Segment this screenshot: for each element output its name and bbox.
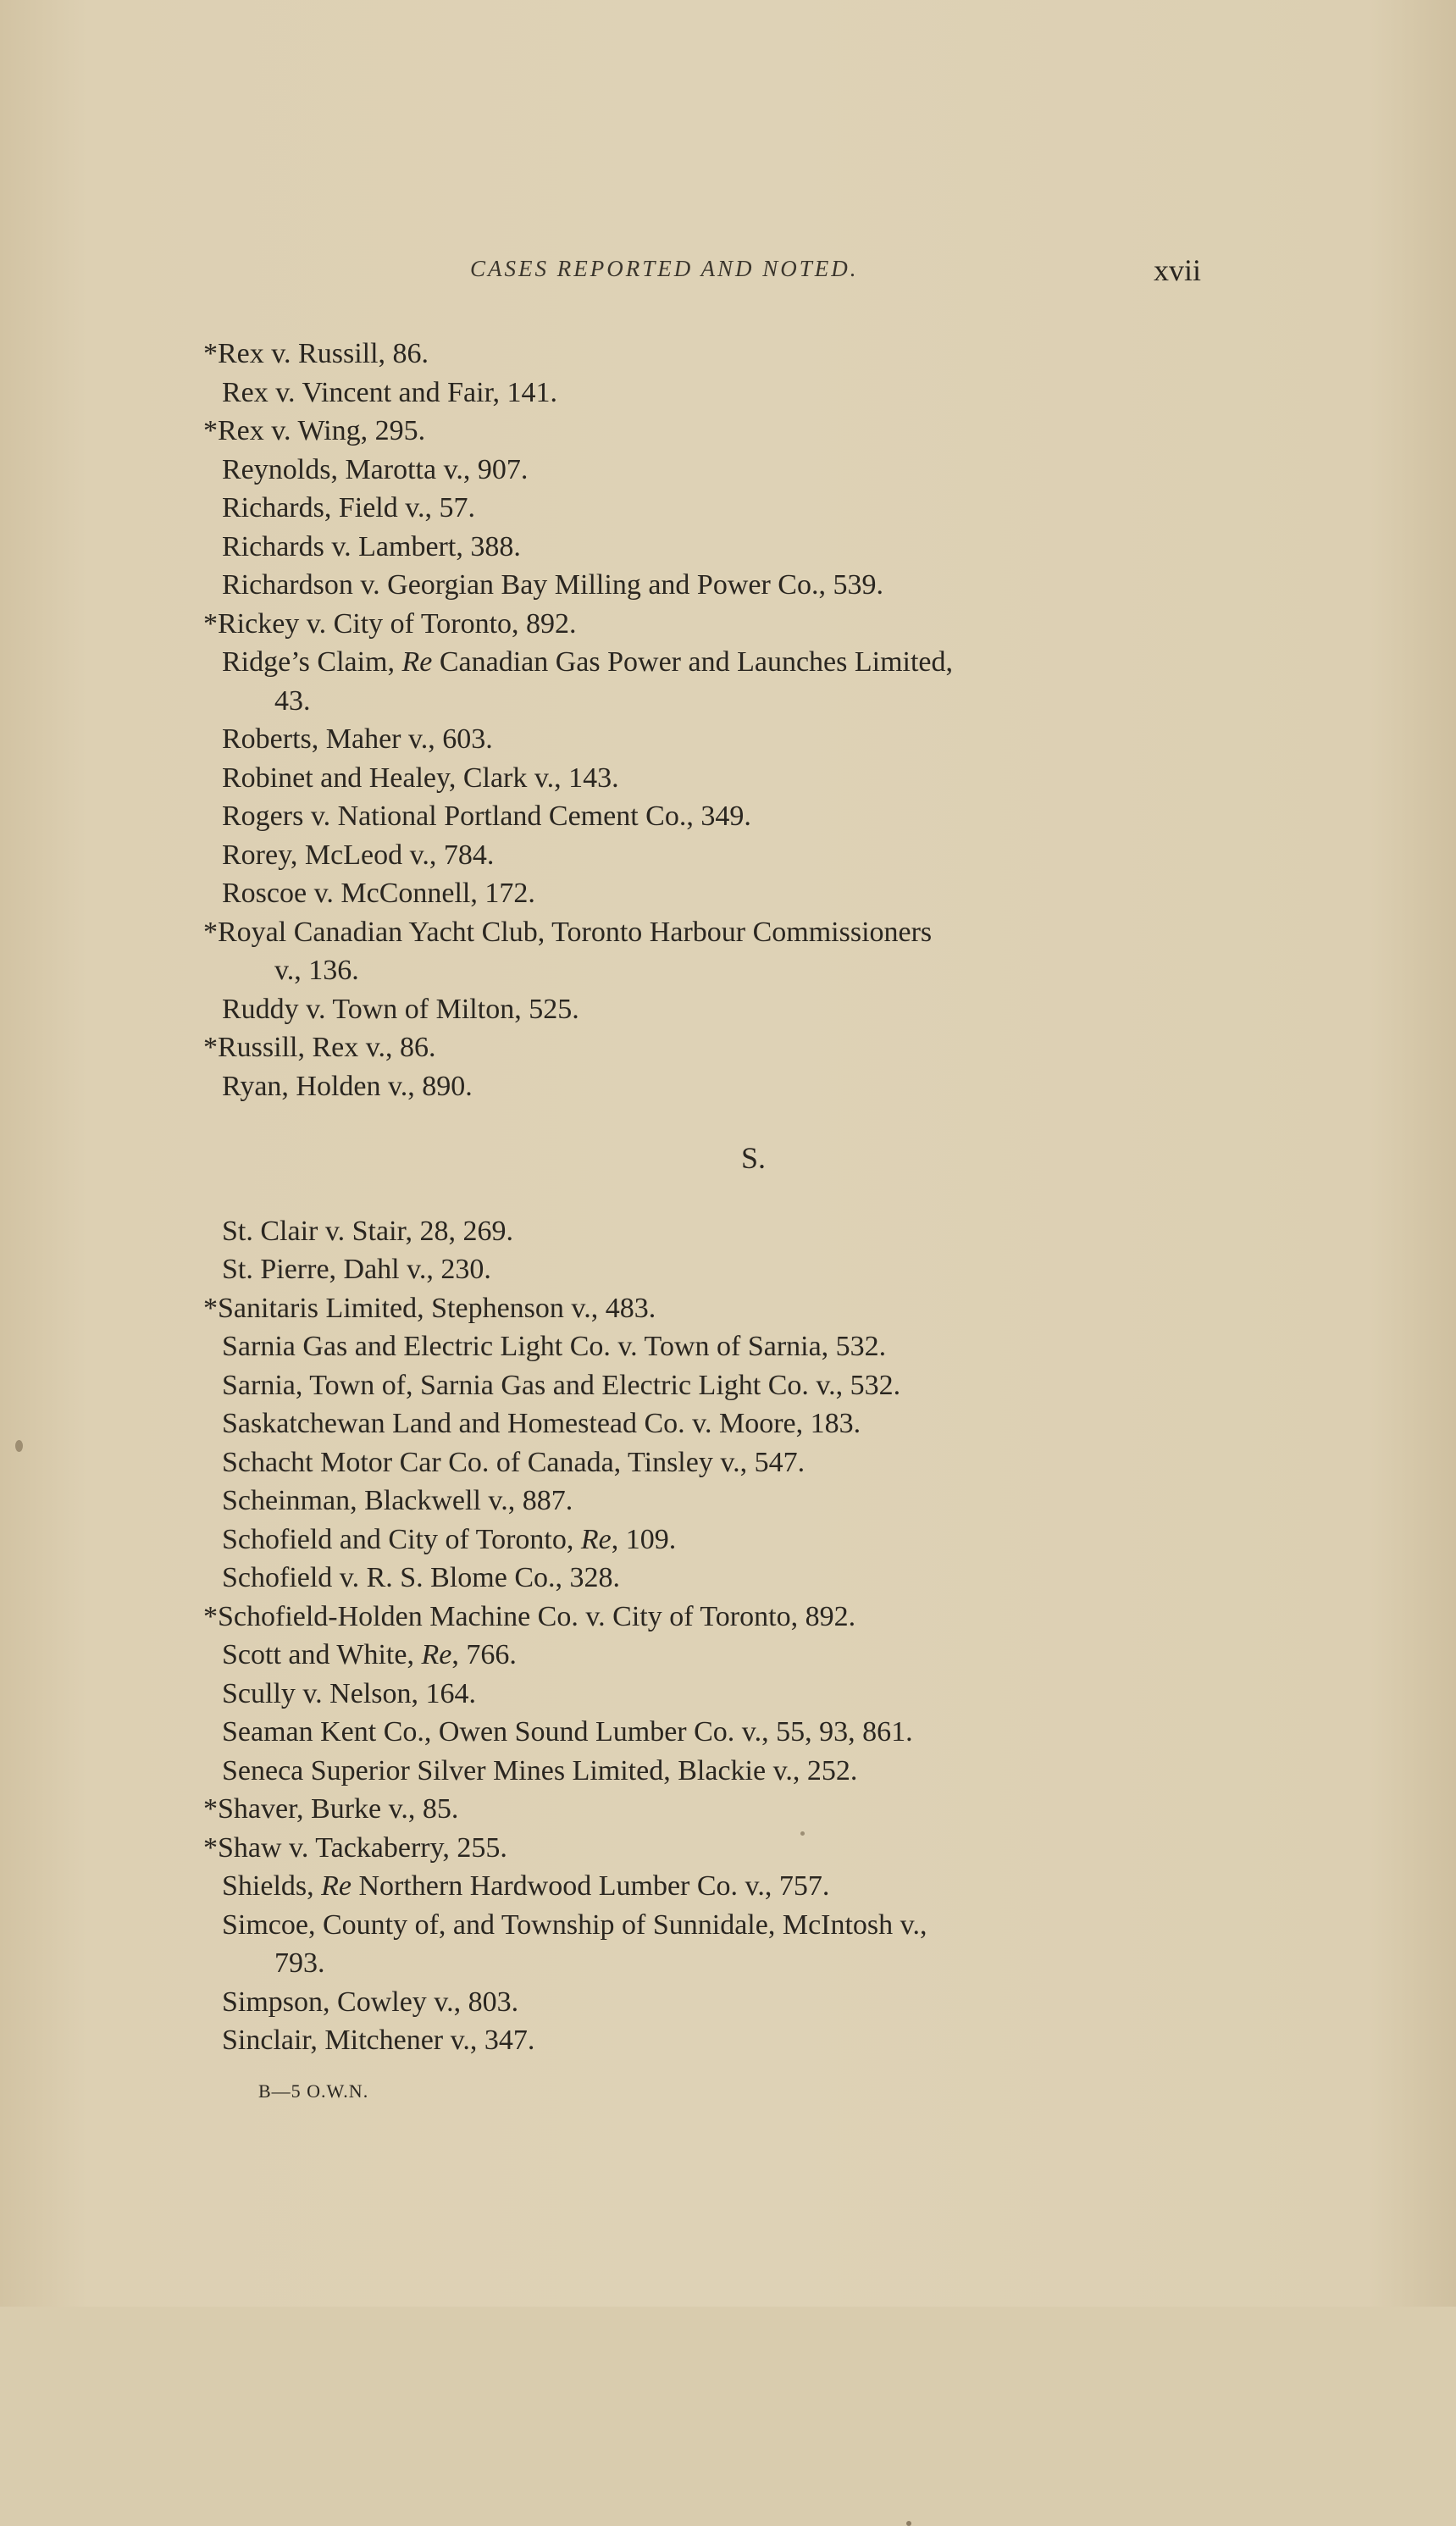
entry-text: Shields, Re Northern Hardwood Lumber Co. v., 757. [222, 1870, 830, 1902]
entry-text: Schofield and City of Toronto, Re, 109. [222, 1523, 677, 1555]
entry-text: Reynolds, Marotta v., 907. [222, 453, 529, 485]
index-entry [0, 1250, 1456, 1289]
index-entry [0, 1028, 1456, 1067]
entry-text: Roscoe v. McConnell, 172. [222, 878, 535, 909]
entry-continuation: 43. [274, 684, 311, 717]
asterisk-marker: * [203, 1793, 218, 1825]
section-r-list [0, 335, 1456, 1105]
entry-text: Rorey, McLeod v., 784. [222, 839, 495, 871]
entry-text: Schofield v. R. S. Blome Co., 328. [222, 1562, 621, 1593]
entry-text: Ridge’s Claim, Re Canadian Gas Power and Launches Limited, [222, 646, 954, 678]
entry-text: Rex v. Vincent and Fair, 141. [222, 376, 558, 408]
entry-text: Sarnia, Town of, Sarnia Gas and Electric Light Co. v., 532. [222, 1369, 901, 1401]
index-entry [0, 566, 1456, 605]
index-entry [0, 1067, 1456, 1106]
entry-text: Roberts, Maher v., 603. [222, 723, 493, 755]
index-entry [0, 1752, 1456, 1791]
entry-text: St. Clair v. Stair, 28, 269. [222, 1215, 513, 1247]
index-entry [0, 643, 1456, 720]
index-entry [0, 1713, 1456, 1752]
entry-text: Rickey v. City of Toronto, 892. [218, 607, 577, 640]
asterisk-marker: * [203, 916, 218, 948]
entry-text: Richards v. Lambert, 388. [222, 530, 521, 562]
index-entry [0, 335, 1456, 374]
section-letter: S. [740, 1141, 767, 1175]
index-entry [0, 1482, 1456, 1521]
index-entry [0, 1829, 1456, 1868]
index-entry [0, 1867, 1456, 1906]
asterisk-marker: * [203, 1032, 218, 1063]
index-entry [0, 1443, 1456, 1482]
asterisk-marker: * [203, 607, 218, 640]
entry-text: Richardson v. Georgian Bay Milling and Power Co., 539. [222, 569, 883, 601]
running-title: CASES REPORTED AND NOTED. [470, 256, 859, 281]
index-entry [0, 759, 1456, 798]
index-entry [0, 374, 1456, 413]
index-entry [0, 913, 1456, 990]
index-entry [0, 990, 1456, 1029]
index-entry [0, 1559, 1456, 1598]
section-s-list [0, 1212, 1456, 2060]
entry-text: Rex v. Russill, 86. [218, 338, 429, 369]
entry-text: Simpson, Cowley v., 803. [222, 1986, 519, 2018]
entry-text: Ryan, Holden v., 890. [222, 1070, 473, 1102]
index-entry [0, 797, 1456, 836]
entry-continuation: v., 136. [274, 955, 359, 986]
entry-text: Scully v. Nelson, 164. [222, 1677, 477, 1709]
entry-text: Shaver, Burke v., 85. [218, 1793, 459, 1825]
entry-text: Schofield-Holden Machine Co. v. City of Toronto, 892. [218, 1600, 856, 1632]
index-entry [0, 412, 1456, 451]
entry-text: Sarnia Gas and Electric Light Co. v. Town of Sarnia, 532. [222, 1331, 887, 1362]
asterisk-marker: * [203, 415, 218, 446]
entry-text: Schacht Motor Car Co. of Canada, Tinsley v., 547. [222, 1446, 806, 1478]
index-entry [0, 836, 1456, 875]
asterisk-marker: * [203, 1292, 218, 1324]
index-entry [0, 605, 1456, 644]
index-entry [0, 1521, 1456, 1559]
entry-text: Sanitaris Limited, Stephenson v., 483. [218, 1292, 656, 1324]
asterisk-marker: * [203, 338, 218, 369]
entry-text: Russill, Rex v., 86. [218, 1032, 436, 1063]
entry-text: Shaw v. Tackaberry, 255. [218, 1831, 507, 1864]
index-entry [0, 1675, 1456, 1714]
entry-text: Scheinman, Blackwell v., 887. [222, 1485, 573, 1516]
index-entry [0, 1212, 1456, 1251]
signature-mark: B—5 O.W.N. [258, 2080, 369, 2102]
entry-text: Robinet and Healey, Clark v., 143. [222, 762, 619, 794]
entry-continuation: 793. [274, 1947, 325, 1979]
running-header [0, 252, 1456, 290]
entry-text: Sinclair, Mitchener v., 347. [222, 2025, 535, 2056]
entry-text: St. Pierre, Dahl v., 230. [222, 1254, 491, 1285]
index-entry [0, 1906, 1456, 1983]
index-entry [0, 451, 1456, 490]
case-index [0, 335, 1456, 2060]
index-entry [0, 2021, 1456, 2060]
entry-text: Rex v. Wing, 295. [218, 415, 426, 446]
index-entry [0, 720, 1456, 759]
index-entry [0, 1327, 1456, 1366]
index-entry [0, 1983, 1456, 2022]
entry-text: Seaman Kent Co., Owen Sound Lumber Co. v., 55, 93, 861. [222, 1716, 913, 1748]
asterisk-marker: * [203, 1831, 218, 1864]
index-entry [0, 1598, 1456, 1637]
entry-text: Seneca Superior Silver Mines Limited, Blackie v., 252. [222, 1754, 858, 1786]
index-entry [0, 874, 1456, 913]
entry-text: Royal Canadian Yacht Club, Toronto Harbour Commissioners [218, 916, 933, 948]
entry-text: Richards, Field v., 57. [222, 492, 476, 523]
entry-text: Simcoe, County of, and Township of Sunnidale, McIntosh v., [222, 1908, 927, 1941]
ink-spot [906, 2521, 911, 2526]
index-entry [0, 528, 1456, 567]
index-entry [0, 1289, 1456, 1328]
entry-text: Ruddy v. Town of Milton, 525. [222, 993, 579, 1025]
index-entry [0, 1366, 1456, 1405]
index-entry [0, 489, 1456, 528]
entry-text: Rogers v. National Portland Cement Co., 349. [222, 800, 751, 832]
page-number: xvii [1154, 253, 1202, 287]
index-entry [0, 1790, 1456, 1829]
index-entry [0, 1404, 1456, 1443]
entry-text: Scott and White, Re, 766. [222, 1639, 517, 1670]
index-entry [0, 1636, 1456, 1675]
asterisk-marker: * [203, 1600, 218, 1632]
entry-text: Saskatchewan Land and Homestead Co. v. Moore, 183. [222, 1408, 861, 1439]
